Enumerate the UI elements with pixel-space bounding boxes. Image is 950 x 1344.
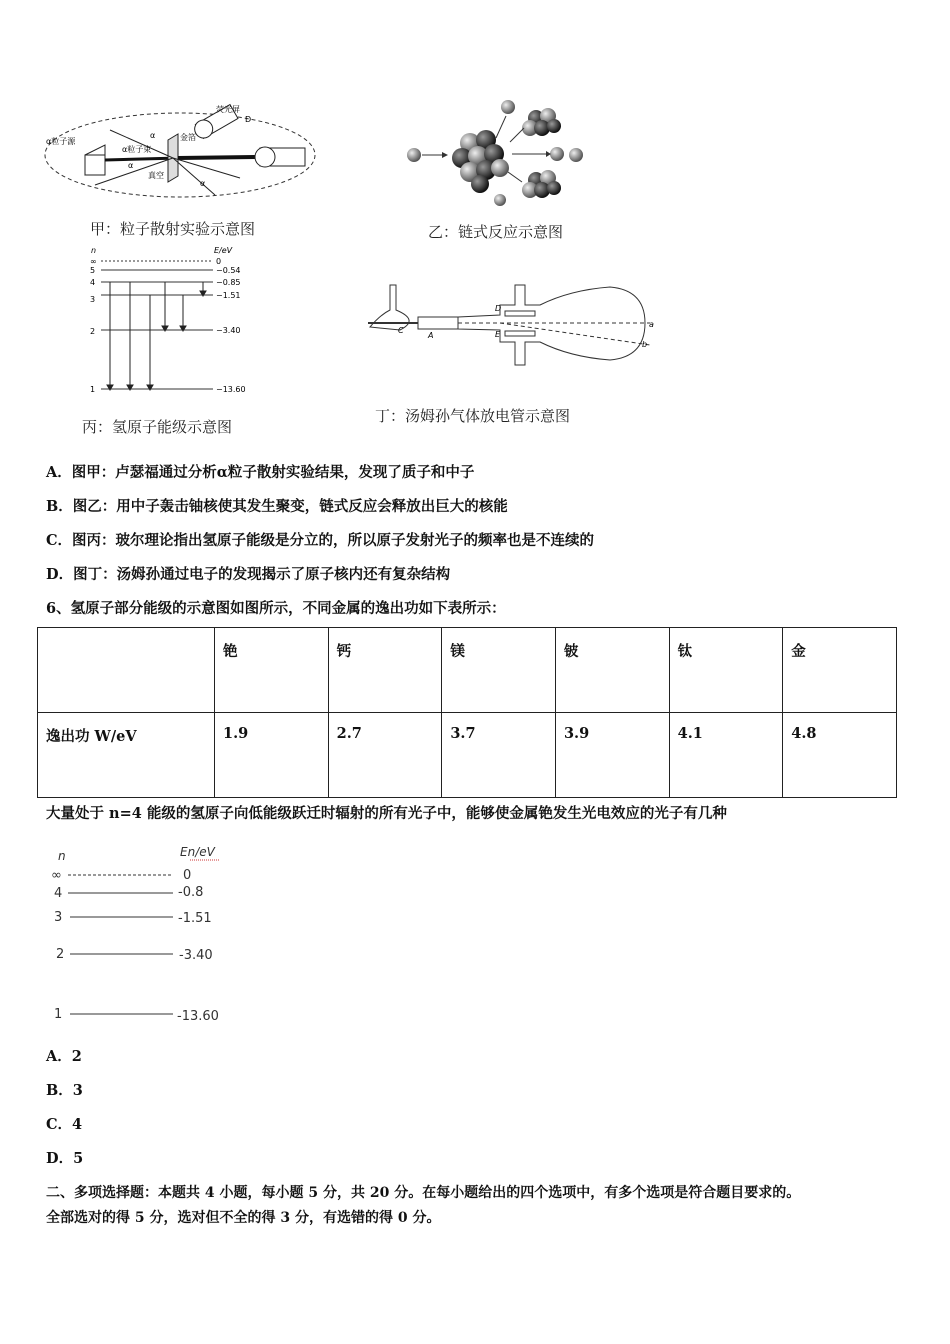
q6-level-e-inf: 0 <box>183 868 192 883</box>
level-n-4: 4 <box>90 278 96 287</box>
level-e-1: −13.60 <box>216 385 246 394</box>
table-row <box>38 713 897 798</box>
chain-reaction-figure <box>400 98 590 208</box>
q6-option-a: A．2 <box>46 1048 82 1065</box>
label-foil: 金箔 <box>180 133 196 142</box>
energy-level-figure-bing <box>85 244 265 402</box>
value-mg: 3.7 <box>442 713 556 798</box>
q6-option-b: B．3 <box>46 1082 83 1099</box>
q5-option-d: D．图丁：汤姆孙通过电子的发现揭示了原子核内还有复杂结构 <box>46 566 451 583</box>
q6-level-n-3: 3 <box>54 910 63 925</box>
tube-label-pb: b <box>642 340 648 349</box>
label-alpha-2: α <box>128 161 134 170</box>
label-screen: 荧光屏 <box>216 105 240 114</box>
table-corner-cell <box>38 628 215 713</box>
metal-header-cs: 铯 <box>215 628 329 713</box>
level-e-3: −1.51 <box>216 291 241 300</box>
caption-bing: 丙：氢原子能级示意图 <box>82 418 233 436</box>
tube-label-e: E <box>495 330 501 339</box>
q6-stem: 6、氢原子部分能级的示意图如图所示，不同金属的逸出功如下表所示： <box>46 600 506 617</box>
work-function-table <box>37 627 897 798</box>
metal-header-mg: 镁 <box>442 628 556 713</box>
metal-header-be: 铍 <box>555 628 669 713</box>
q6-option-d: D．5 <box>46 1150 84 1167</box>
q5-option-a: A．图甲：卢瑟福通过分析α粒子散射实验结果，发现了质子和中子 <box>46 464 475 481</box>
tube-label-d: D <box>495 304 502 313</box>
level-n-1: 1 <box>90 385 96 394</box>
value-ca: 2.7 <box>328 713 442 798</box>
q6-question: 大量处于 n=4 能级的氢原子向低能级跃迁时辐射的所有光子中，能够使金属铯发生光电效应的光子有几种 <box>46 805 727 822</box>
caption-jia: 甲：粒子散射实验示意图 <box>90 220 256 238</box>
e-header: E/eV <box>214 246 233 255</box>
q6-option-c: C．4 <box>46 1116 83 1133</box>
level-e-inf: 0 <box>216 257 222 266</box>
level-e-2: −3.40 <box>216 326 241 335</box>
label-alpha-source: α粒子源 <box>46 137 76 146</box>
q6-level-n-2: 2 <box>56 947 65 962</box>
tube-label-a: A <box>428 331 434 340</box>
row-label: 逸出功 W/eV <box>38 713 215 798</box>
caption-ding: 丁：汤姆孙气体放电管示意图 <box>375 407 571 425</box>
alpha-scattering-figure <box>40 100 330 205</box>
q6-e-header: En/eV <box>180 845 215 859</box>
caption-yi: 乙：链式反应示意图 <box>428 223 564 241</box>
tube-label-c: C <box>398 326 404 335</box>
label-alpha-1: α <box>150 131 156 140</box>
level-n-5: 5 <box>90 266 96 275</box>
q5-option-b: B．图乙：用中子轰击铀核使其发生聚变，链式反应会释放出巨大的核能 <box>46 498 508 515</box>
section2-line1: 二、多项选择题：本题共 4 小题，每小题 5 分，共 20 分。在每小题给出的四个选项中，有多个选项是符合题目要求的。 <box>46 1185 801 1201</box>
metal-header-au: 金 <box>783 628 897 713</box>
level-n-inf: ∞ <box>90 257 97 266</box>
label-beam: α粒子束 <box>122 145 152 154</box>
label-vacuum: 真空 <box>148 171 164 180</box>
section2-line2: 全部选对的得 5 分，选对但不全的得 3 分，有选错的得 0 分。 <box>46 1210 441 1226</box>
label-alpha-3: α <box>200 179 206 188</box>
value-be: 3.9 <box>555 713 669 798</box>
table-header-row <box>38 628 897 713</box>
n-header: n <box>91 246 97 255</box>
level-e-5: −0.54 <box>216 266 241 275</box>
q6-n-header: n <box>58 849 66 863</box>
level-n-3: 3 <box>90 295 96 304</box>
value-cs: 1.9 <box>215 713 329 798</box>
label-micro: D <box>245 115 252 124</box>
metal-header-ca: 钙 <box>328 628 442 713</box>
q6-level-e-3: -1.51 <box>178 911 212 926</box>
thomson-tube-figure <box>360 275 660 375</box>
q5-option-c: C．图丙：玻尔理论指出氢原子能级是分立的，所以原子发射光子的频率也是不连续的 <box>46 532 595 549</box>
energy-level-figure-q6 <box>48 838 248 1028</box>
value-au: 4.8 <box>783 713 897 798</box>
q6-level-n-1: 1 <box>54 1007 63 1022</box>
value-ti: 4.1 <box>669 713 783 798</box>
tube-label-pa: a <box>649 320 654 329</box>
q6-level-e-4: -0.8 <box>178 885 204 900</box>
level-e-4: −0.85 <box>216 278 241 287</box>
q6-level-n-4: 4 <box>54 886 63 901</box>
q6-level-e-2: -3.40 <box>179 948 213 963</box>
metal-header-ti: 钛 <box>669 628 783 713</box>
q6-level-n-inf: ∞ <box>51 868 62 883</box>
level-n-2: 2 <box>90 327 96 336</box>
q6-level-e-1: -13.60 <box>177 1009 219 1024</box>
